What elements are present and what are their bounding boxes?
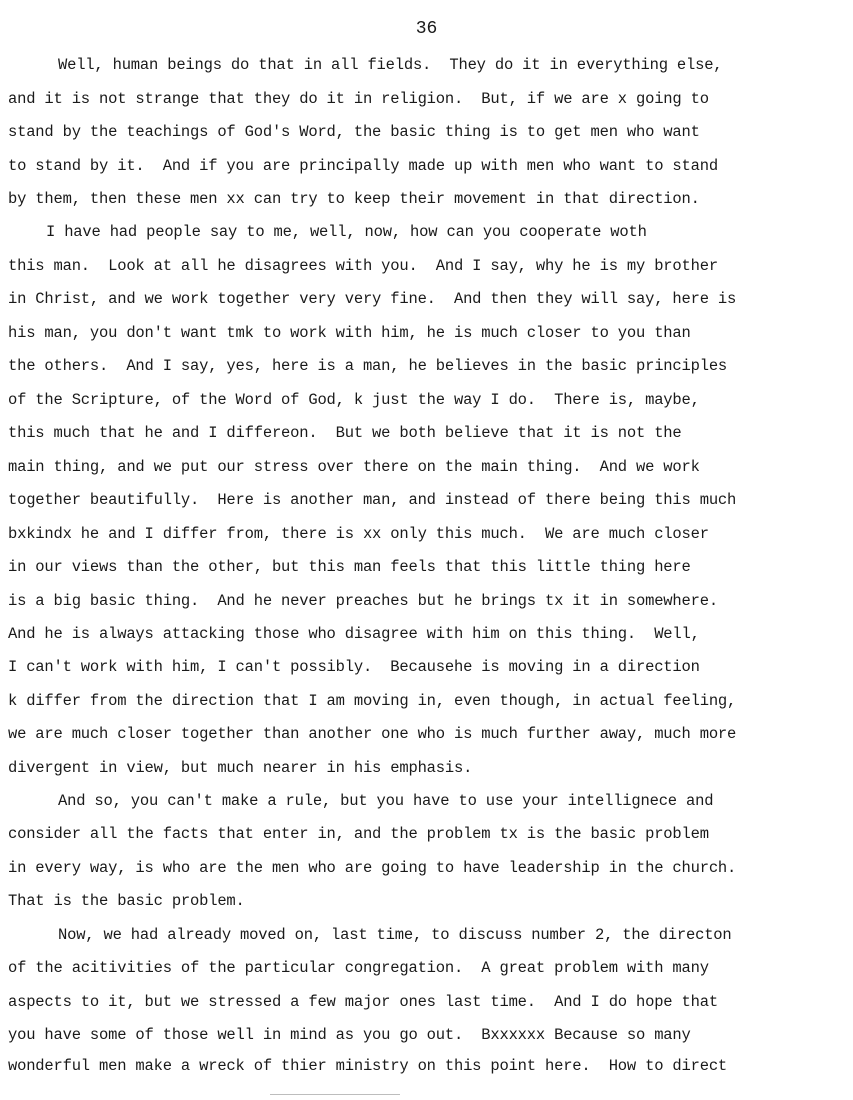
text-line: wonderful men make a wreck of thier ministry on this point here. How to direct [8, 1057, 728, 1075]
text-line: stand by the teachings of God's Word, the basic thing is to get men who want [8, 123, 700, 141]
text-line: to stand by it. And if you are principally made up with men who want to stand [8, 157, 718, 175]
text-line: this man. Look at all he disagrees with you. And I say, why he is my brother [8, 257, 718, 275]
text-line: Now, we had already moved on, last time, to discuss number 2, the directon [58, 926, 732, 944]
text-line: I can't work with him, I can't possibly. Becausehe is moving in a direction [8, 658, 700, 676]
text-line: k differ from the direction that I am moving in, even though, in actual feeling, [8, 692, 737, 710]
text-line: in Christ, and we work together very very fine. And then they will say, here is [8, 290, 737, 308]
text-line: his man, you don't want tmk to work with him, he is much closer to you than [8, 324, 691, 342]
text-line: in every way, is who are the men who are going to have leadership in the church. [8, 859, 737, 877]
text-line: together beautifully. Here is another man, and instead of there being this much [8, 491, 737, 509]
text-line: by them, then these men xx can try to keep their movement in that direction. [8, 190, 700, 208]
text-line: I have had people say to me, well, now, how can you cooperate woth [46, 223, 647, 241]
text-line: the others. And I say, yes, here is a man, he believes in the basic principles [8, 357, 728, 375]
text-line: of the Scripture, of the Word of God, k just the way I do. There is, maybe, [8, 391, 700, 409]
text-line: is a big basic thing. And he never preaches but he brings tx it in somewhere. [8, 592, 718, 610]
text-line: bxkindx he and I differ from, there is xx only this much. We are much closer [8, 525, 709, 543]
text-line: main thing, and we put our stress over there on the main thing. And we work [8, 458, 700, 476]
text-line: you have some of those well in mind as you go out. Bxxxxxx Because so many [8, 1026, 691, 1044]
text-line: in our views than the other, but this man feels that this little thing here [8, 558, 691, 576]
text-line: this much that he and I differeon. But we both believe that it is not the [8, 424, 682, 442]
page-number: 36 [415, 19, 438, 39]
text-line: Well, human beings do that in all fields. They do it in everything else, [58, 56, 723, 74]
text-line: And he is always attacking those who disagree with him on this thing. Well, [8, 625, 700, 643]
text-line: we are much closer together than another one who is much further away, much more [8, 725, 737, 743]
text-line: and it is not strange that they do it in religion. But, if we are x going to [8, 90, 709, 108]
text-line: consider all the facts that enter in, and the problem tx is the basic problem [8, 825, 709, 843]
text-line: of the acitivities of the particular congregation. A great problem with many [8, 959, 709, 977]
footer-rule [270, 1094, 400, 1095]
text-line: aspects to it, but we stressed a few major ones last time. And I do hope that [8, 993, 718, 1011]
text-line: divergent in view, but much nearer in his emphasis. [8, 759, 473, 777]
text-line: That is the basic problem. [8, 892, 245, 910]
text-line: And so, you can't make a rule, but you have to use your intellignece and [58, 792, 714, 810]
